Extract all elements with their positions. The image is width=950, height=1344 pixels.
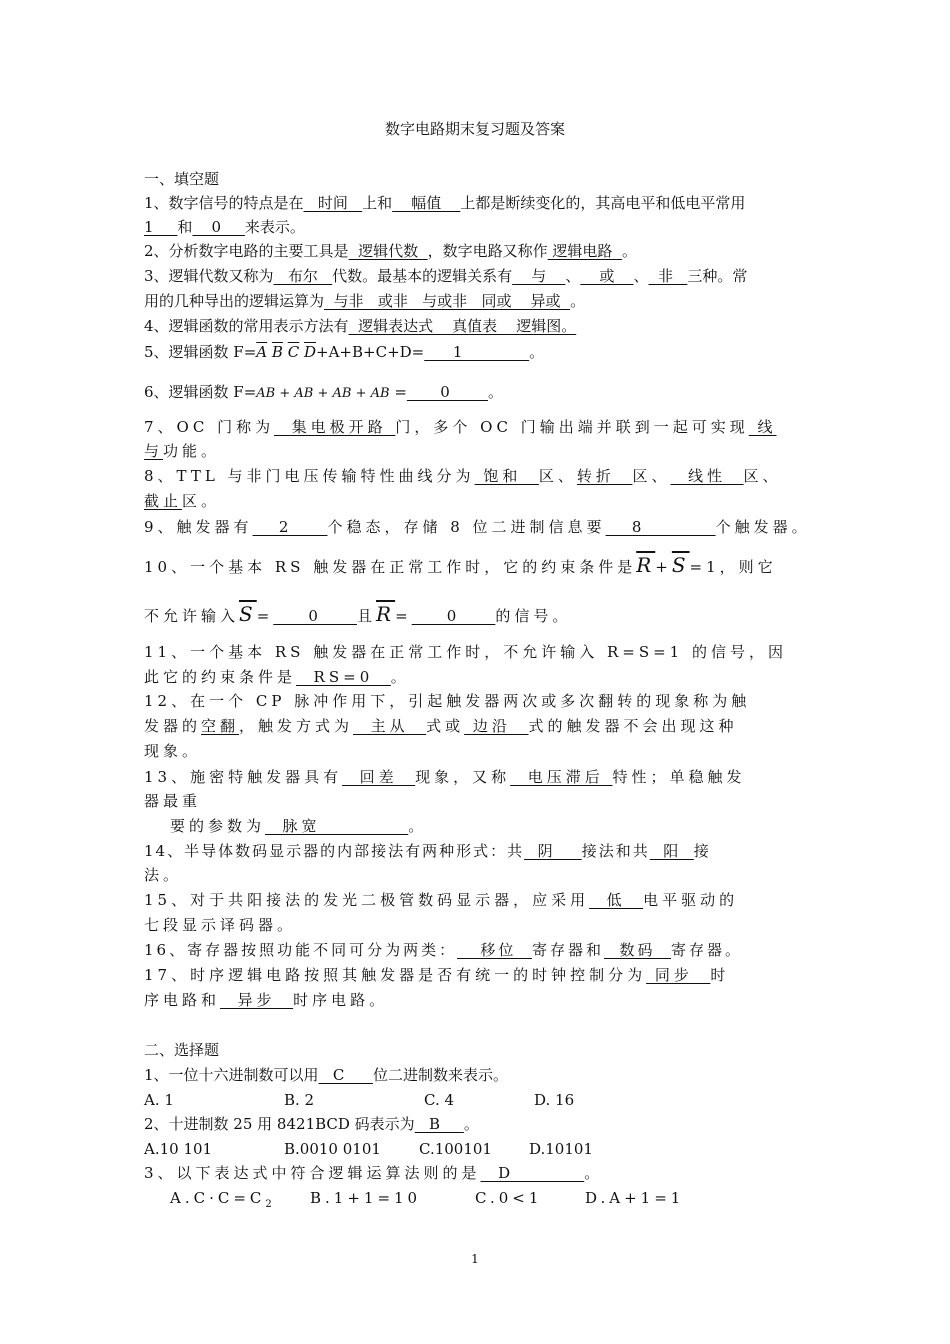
option-a: A.10 101	[144, 1140, 213, 1158]
question-3-cont: 用的几种导出的逻辑运算为 与非 或非 与或非 同或 异或 。	[144, 292, 586, 310]
question-5: 5、逻辑函数 $F=\overline{A}$ $\overline{B}$ $\overline{C}$ $\overline{D}+A+B+C+D=$ 1 。	[144, 343, 545, 361]
choice-question-3: 3、以下表达式中符合逻辑运算法则的是 D 。	[144, 1164, 604, 1182]
question-14: 14、半导体数码显示器的内部接法有两种形式：共 阴 接法和共 阳 接	[144, 842, 711, 860]
question-17: 17、时序逻辑电路按照其触发器是否有统一的时钟控制分为 同步 时	[144, 966, 730, 984]
question-16: 16、寄存器按照功能不同可分为两类： 移位 寄存器和 数码 寄存器。	[144, 941, 744, 959]
option-d: D.10101	[529, 1140, 593, 1158]
option-a: $A.C\cdot C=C_2$	[170, 1189, 276, 1210]
question-13-cont: 器最重	[144, 792, 202, 810]
question-7: 7、OC 门称为 集电极开路 门，多个 OC 门输出端并联到一起可实现 线	[144, 418, 777, 436]
question-13: 13、施密特触发器具有 回差 现象，又称 电压滞后 特性；单稳触发	[144, 768, 746, 786]
section-heading-choice: 二、选择题	[144, 1041, 220, 1059]
question-12-cont2: 现象。	[144, 742, 202, 760]
choice-question-1: 1、一位十六进制数可以用 C 位二进制数来表示。	[144, 1066, 508, 1084]
option-d: D.A+1=1	[585, 1189, 685, 1207]
option-c: C.100101	[419, 1140, 492, 1158]
option-c: C.0<1	[475, 1189, 543, 1207]
question-4: 4、逻辑函数的常用表示方法有 逻辑表达式 真值表 逻辑图。	[144, 317, 577, 335]
question-12: 12、在一个 CP 脉冲作用下，引起触发器两次或多次翻转的现象称为触	[144, 692, 751, 710]
question-1: 1、数字信号的特点是在 时间 上和 幅值 上都是断续变化的，其高电平和低电平常用	[144, 194, 746, 212]
option-b: B. 2	[284, 1091, 315, 1109]
question-14-cont: 法。	[144, 866, 183, 884]
question-10: 10、一个基本 RS 触发器在正常工作时，它的约束条件是$\overline{R}+\overline{S}=1$，则它	[144, 553, 777, 577]
question-2: 2、分析数字电路的主要工具是 逻辑代数 ，数字电路又称作 逻辑电路 。	[144, 242, 637, 260]
question-11: 11、一个基本 RS 触发器在正常工作时，不允许输入 R=S=1 的信号，因	[144, 643, 787, 661]
choice-options-1	[144, 1089, 814, 1111]
option-d: D. 16	[534, 1091, 575, 1109]
section-heading-fill: 一、填空题	[144, 170, 220, 188]
option-b: B.0010 0101	[284, 1140, 381, 1158]
choice-question-2: 2、十进制数 25 用 8421BCD 码表示为 B 。	[144, 1115, 479, 1133]
question-9: 9、触发器有 2 个稳态，存储 8 位二进制信息要 8 个触发器。	[144, 518, 811, 536]
question-7-cont: 与功能。	[144, 442, 221, 460]
question-15: 15、对于共阳接法的发光二极管数码显示器，应采用 低 电平驱动的	[144, 891, 739, 909]
question-17-cont: 序电路和 异步 时序电路。	[144, 991, 389, 1009]
question-11-cont: 此它的约束条件是 RS=0 。	[144, 668, 410, 686]
question-12-cont: 发器的空翻，触发方式为 主从 式或 边沿 式的触发器不会出现这种	[144, 717, 738, 735]
question-10-cont: 不允许输入$\overline{S}=$ 0 且$\overline{R}=$ 0 的信号。	[144, 602, 572, 626]
choice-options-3	[170, 1187, 840, 1216]
option-b: B.1+1=10	[310, 1189, 422, 1207]
question-8-cont: 截止区。	[144, 492, 221, 510]
choice-options-2	[144, 1138, 814, 1160]
question-15-cont: 七段显示译码器。	[144, 916, 297, 934]
page-number: 1	[471, 1252, 479, 1266]
question-8: 8、TTL 与非门电压传输特性曲线分为 饱和 区、转折 区、 线性 区、	[144, 467, 782, 485]
option-a: A. 1	[144, 1091, 174, 1109]
question-3: 3、逻辑代数又称为 布尔 代数。最基本的逻辑关系有 与 、 或 、 非 三种。常	[144, 267, 748, 285]
question-6: 6、逻辑函数 F=AB + AB + AB + AB = 0 。	[144, 383, 503, 401]
page-title: 数字电路期末复习题及答案	[384, 120, 565, 138]
option-c: C. 4	[424, 1091, 455, 1109]
question-1-cont: 1 和 0 来表示。	[144, 218, 305, 236]
question-13-cont2: 要的参数为 脉宽 。	[170, 817, 428, 835]
